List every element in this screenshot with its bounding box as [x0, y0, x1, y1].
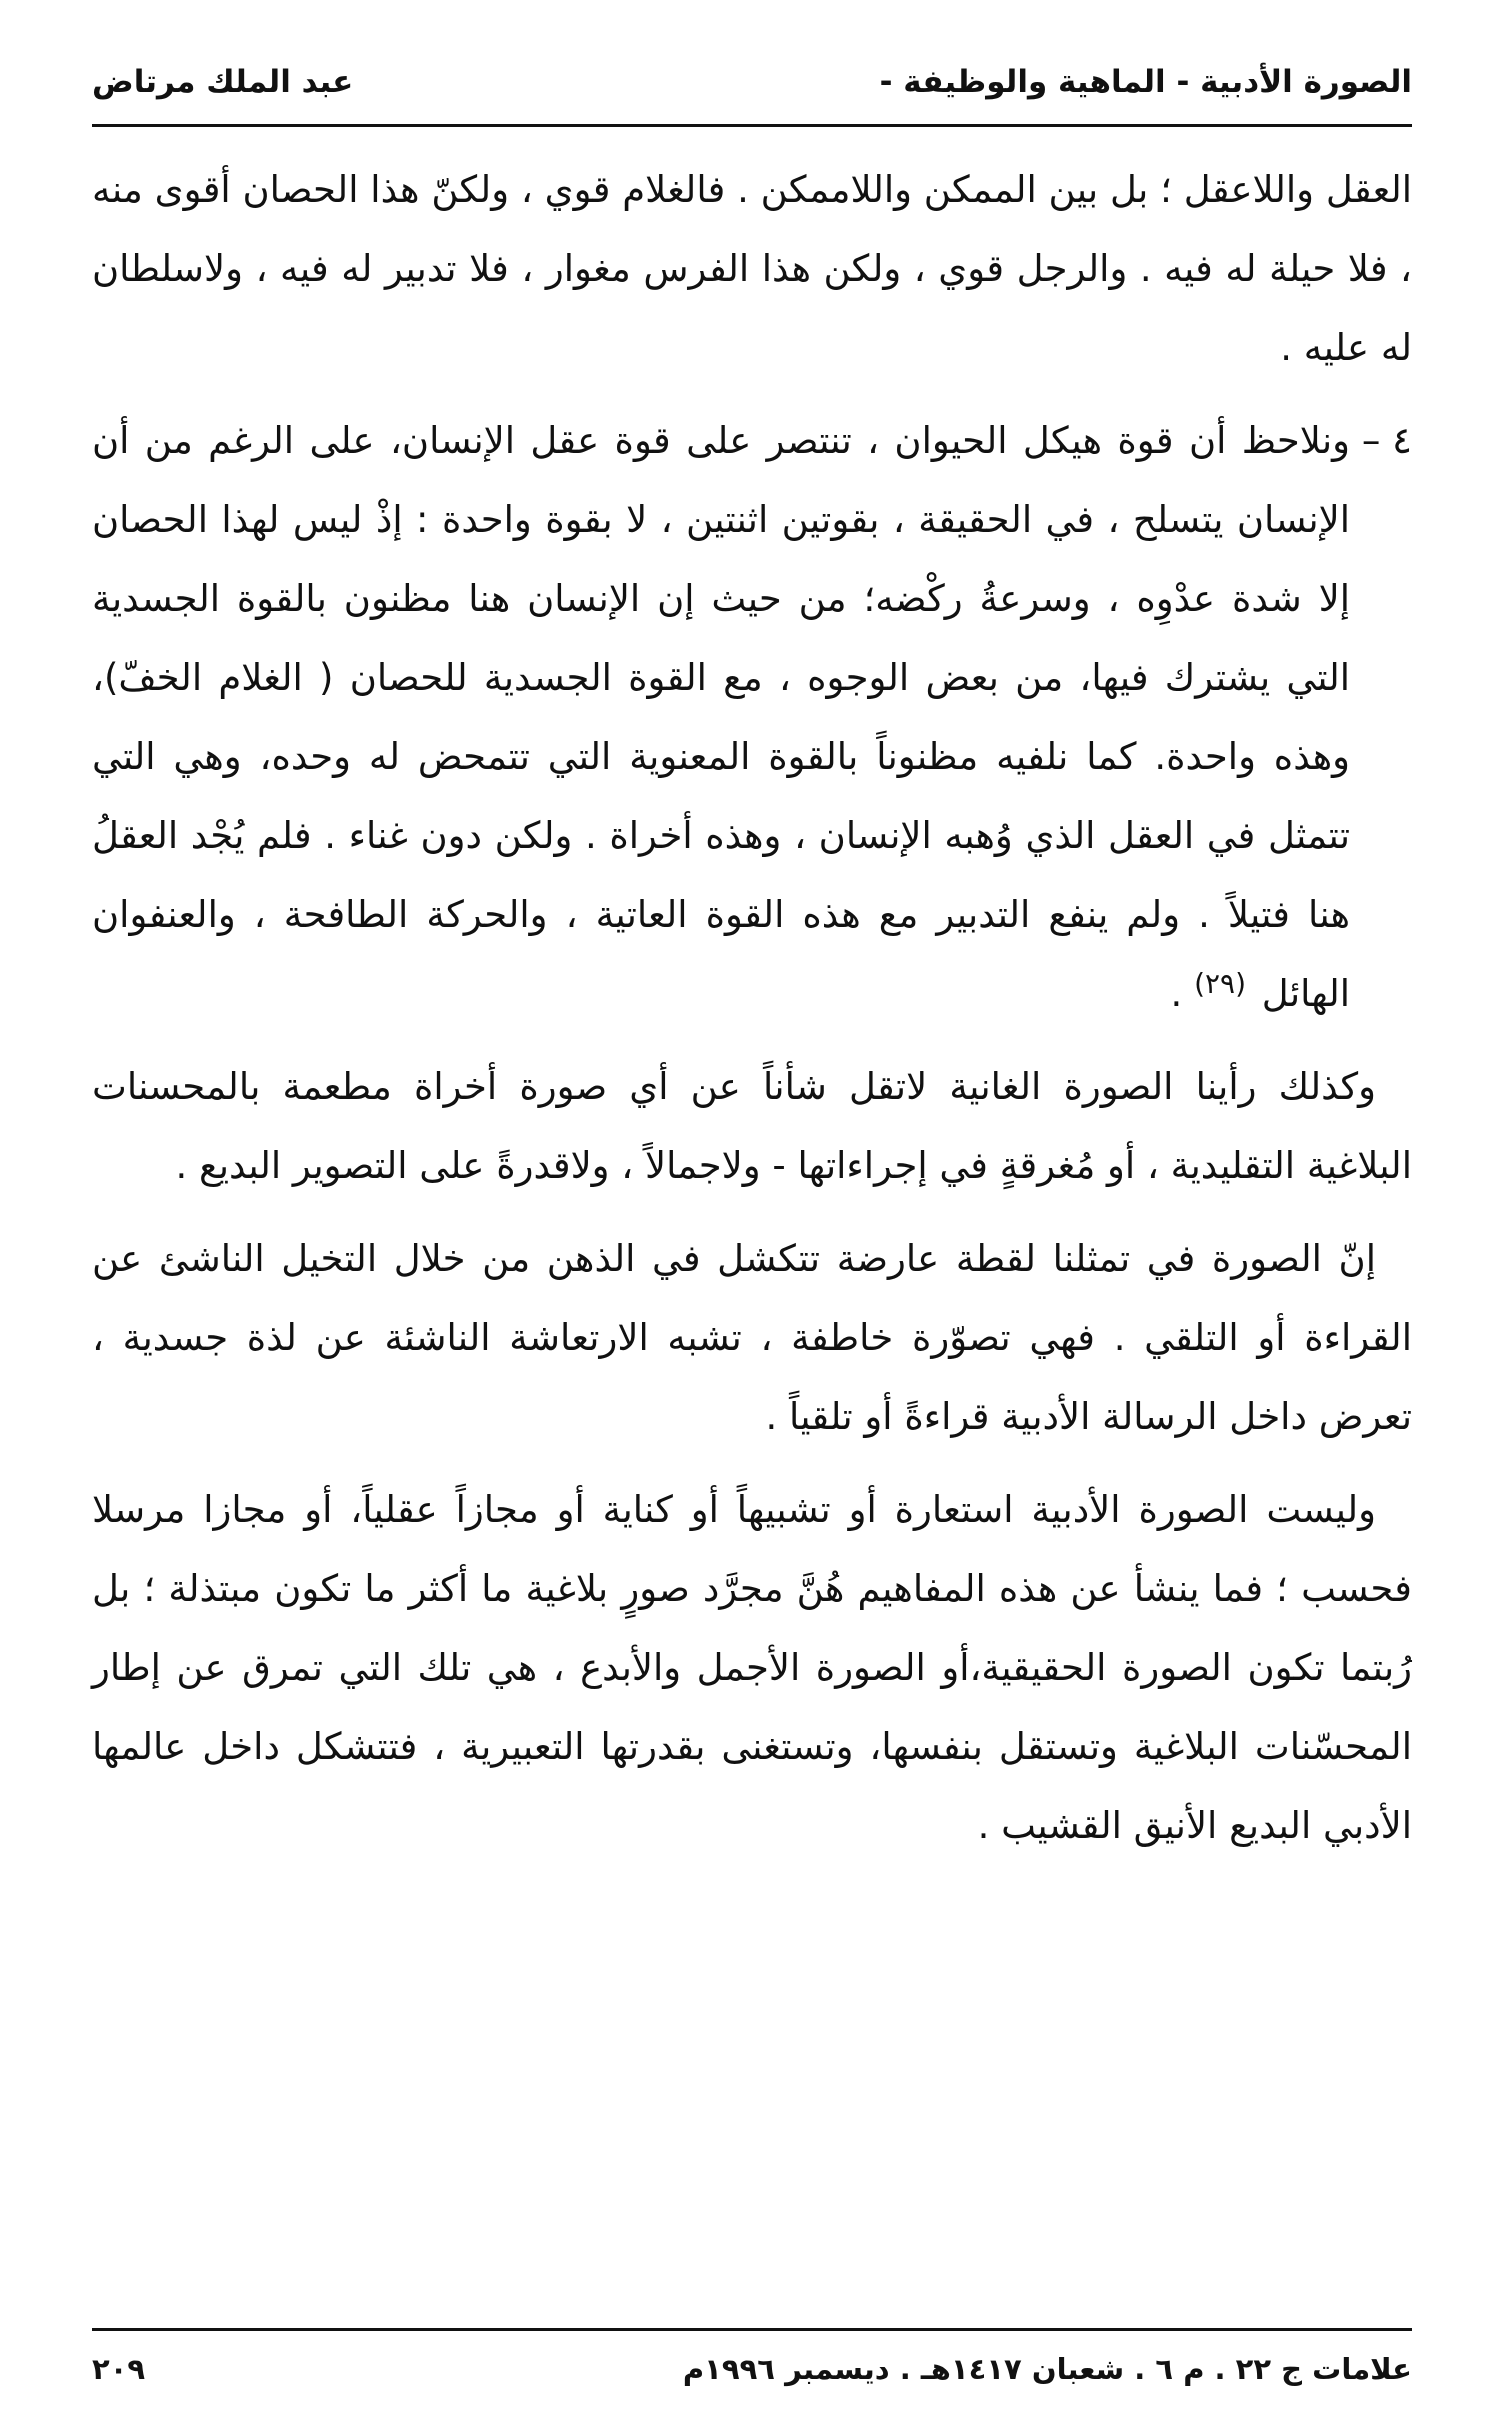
chapter-title: الصورة الأدبية - الماهية والوظيفة - [879, 64, 1412, 100]
footer-rule [92, 2328, 1412, 2331]
journal-citation: علامات ج ٢٢ . م ٦ . شعبان ١٤١٧هـ . ديسمبر ١٩٩٦م [682, 2352, 1412, 2386]
item-4-text: ونلاحظ أن قوة هيكل الحيوان ، تنتصر على قوة عقل الإنسان، على الرغم من أن الإنسان يتسلح ، في الحقيقة ، بقوتين اثنتين ، لا بقوة واحدة : إذْ ليس لهذا الحصان إلا شدة عدْوِه ، وسرعةُ ركْضه؛ من حيث إن الإنسان هنا مظنون بالقوة الجسدية التي يشترك فيها، من بعض الوجوه ، مع القوة الجسدية للحصان ( الغلام الخفّ)، وهذه واحدة. كما نلفيه مظنوناً بالقوة المعنوية التي تتمحض له وحده، وهي التي تتمثل في العقل الذي وُهبه الإنسان ، وهذه أخراة . ولكن دون غناء . فلم يُجْد العقلُ هنا فتيلاً . ولم ينفع التدبير مع هذه القوة العاتية ، والحركة الطافحة ، والعنفوان الهائل [92, 419, 1350, 1015]
paragraph-3: إنّ الصورة في تمثلنا لقطة عارضة تتكشل في الذهن من خلال التخيل الناشئ عن القراءة أو التلقي . فهي تصوّرة خاطفة ، تشبه الارتعاشة الناشئة عن لذة جسدية ، تعرض داخل الرسالة الأدبية قراءةً أو تلقياً . [92, 1237, 1412, 1438]
author-name: عبد الملك مرتاض [92, 64, 354, 100]
numbered-item-4 [92, 401, 1412, 1033]
item-number: ٤ – [1361, 419, 1412, 462]
running-footer [92, 2344, 1412, 2394]
running-header [92, 52, 1412, 112]
footnote-reference: (٢٩) [1194, 966, 1247, 1000]
page-number: ٢٠٩ [92, 2352, 146, 2386]
item-4-end: . [1170, 972, 1183, 1015]
body-text [92, 150, 1412, 1879]
item-text [92, 401, 1350, 1033]
paragraph-1: العقل واللاعقل ؛ بل بين الممكن واللاممكن . فالغلام قوي ، ولكنّ هذا الحصان أقوى منه ، فلا حيلة له فيه . والرجل قوي ، ولكن هذا الفرس مغوار ، فلا تدبير له فيه ، ولاسلطان له عليه . [92, 168, 1412, 369]
header-rule [92, 124, 1412, 127]
paragraph-2: وكذلك رأينا الصورة الغانية لاتقل شأناً عن أي صورة أخراة مطعمة بالمحسنات البلاغية التقليدية ، أو مُغرقةٍ في إجراءاتها - ولاجمالاً ، ولاقدرةً على التصوير البديع . [92, 1065, 1412, 1187]
paragraph-4: وليست الصورة الأدبية استعارة أو تشبيهاً أو كناية أو مجازاً عقلياً، أو مجازا مرسلا فحسب ؛ فما ينشأ عن هذه المفاهيم هُنَّ مجرَّد صورٍ بلاغية ما أكثر ما تكون مبتذلة ؛ بل رُبتما تكون الصورة الحقيقية،أو الصورة الأجمل والأبدع ، هي تلك التي تمرق عن إطار المحسّنات البلاغية وتستقل بنفسها، وتستغنى بقدرتها التعبيرية ، فتتشكل داخل عالمها الأدبي البديع الأنيق القشيب . [92, 1488, 1412, 1847]
